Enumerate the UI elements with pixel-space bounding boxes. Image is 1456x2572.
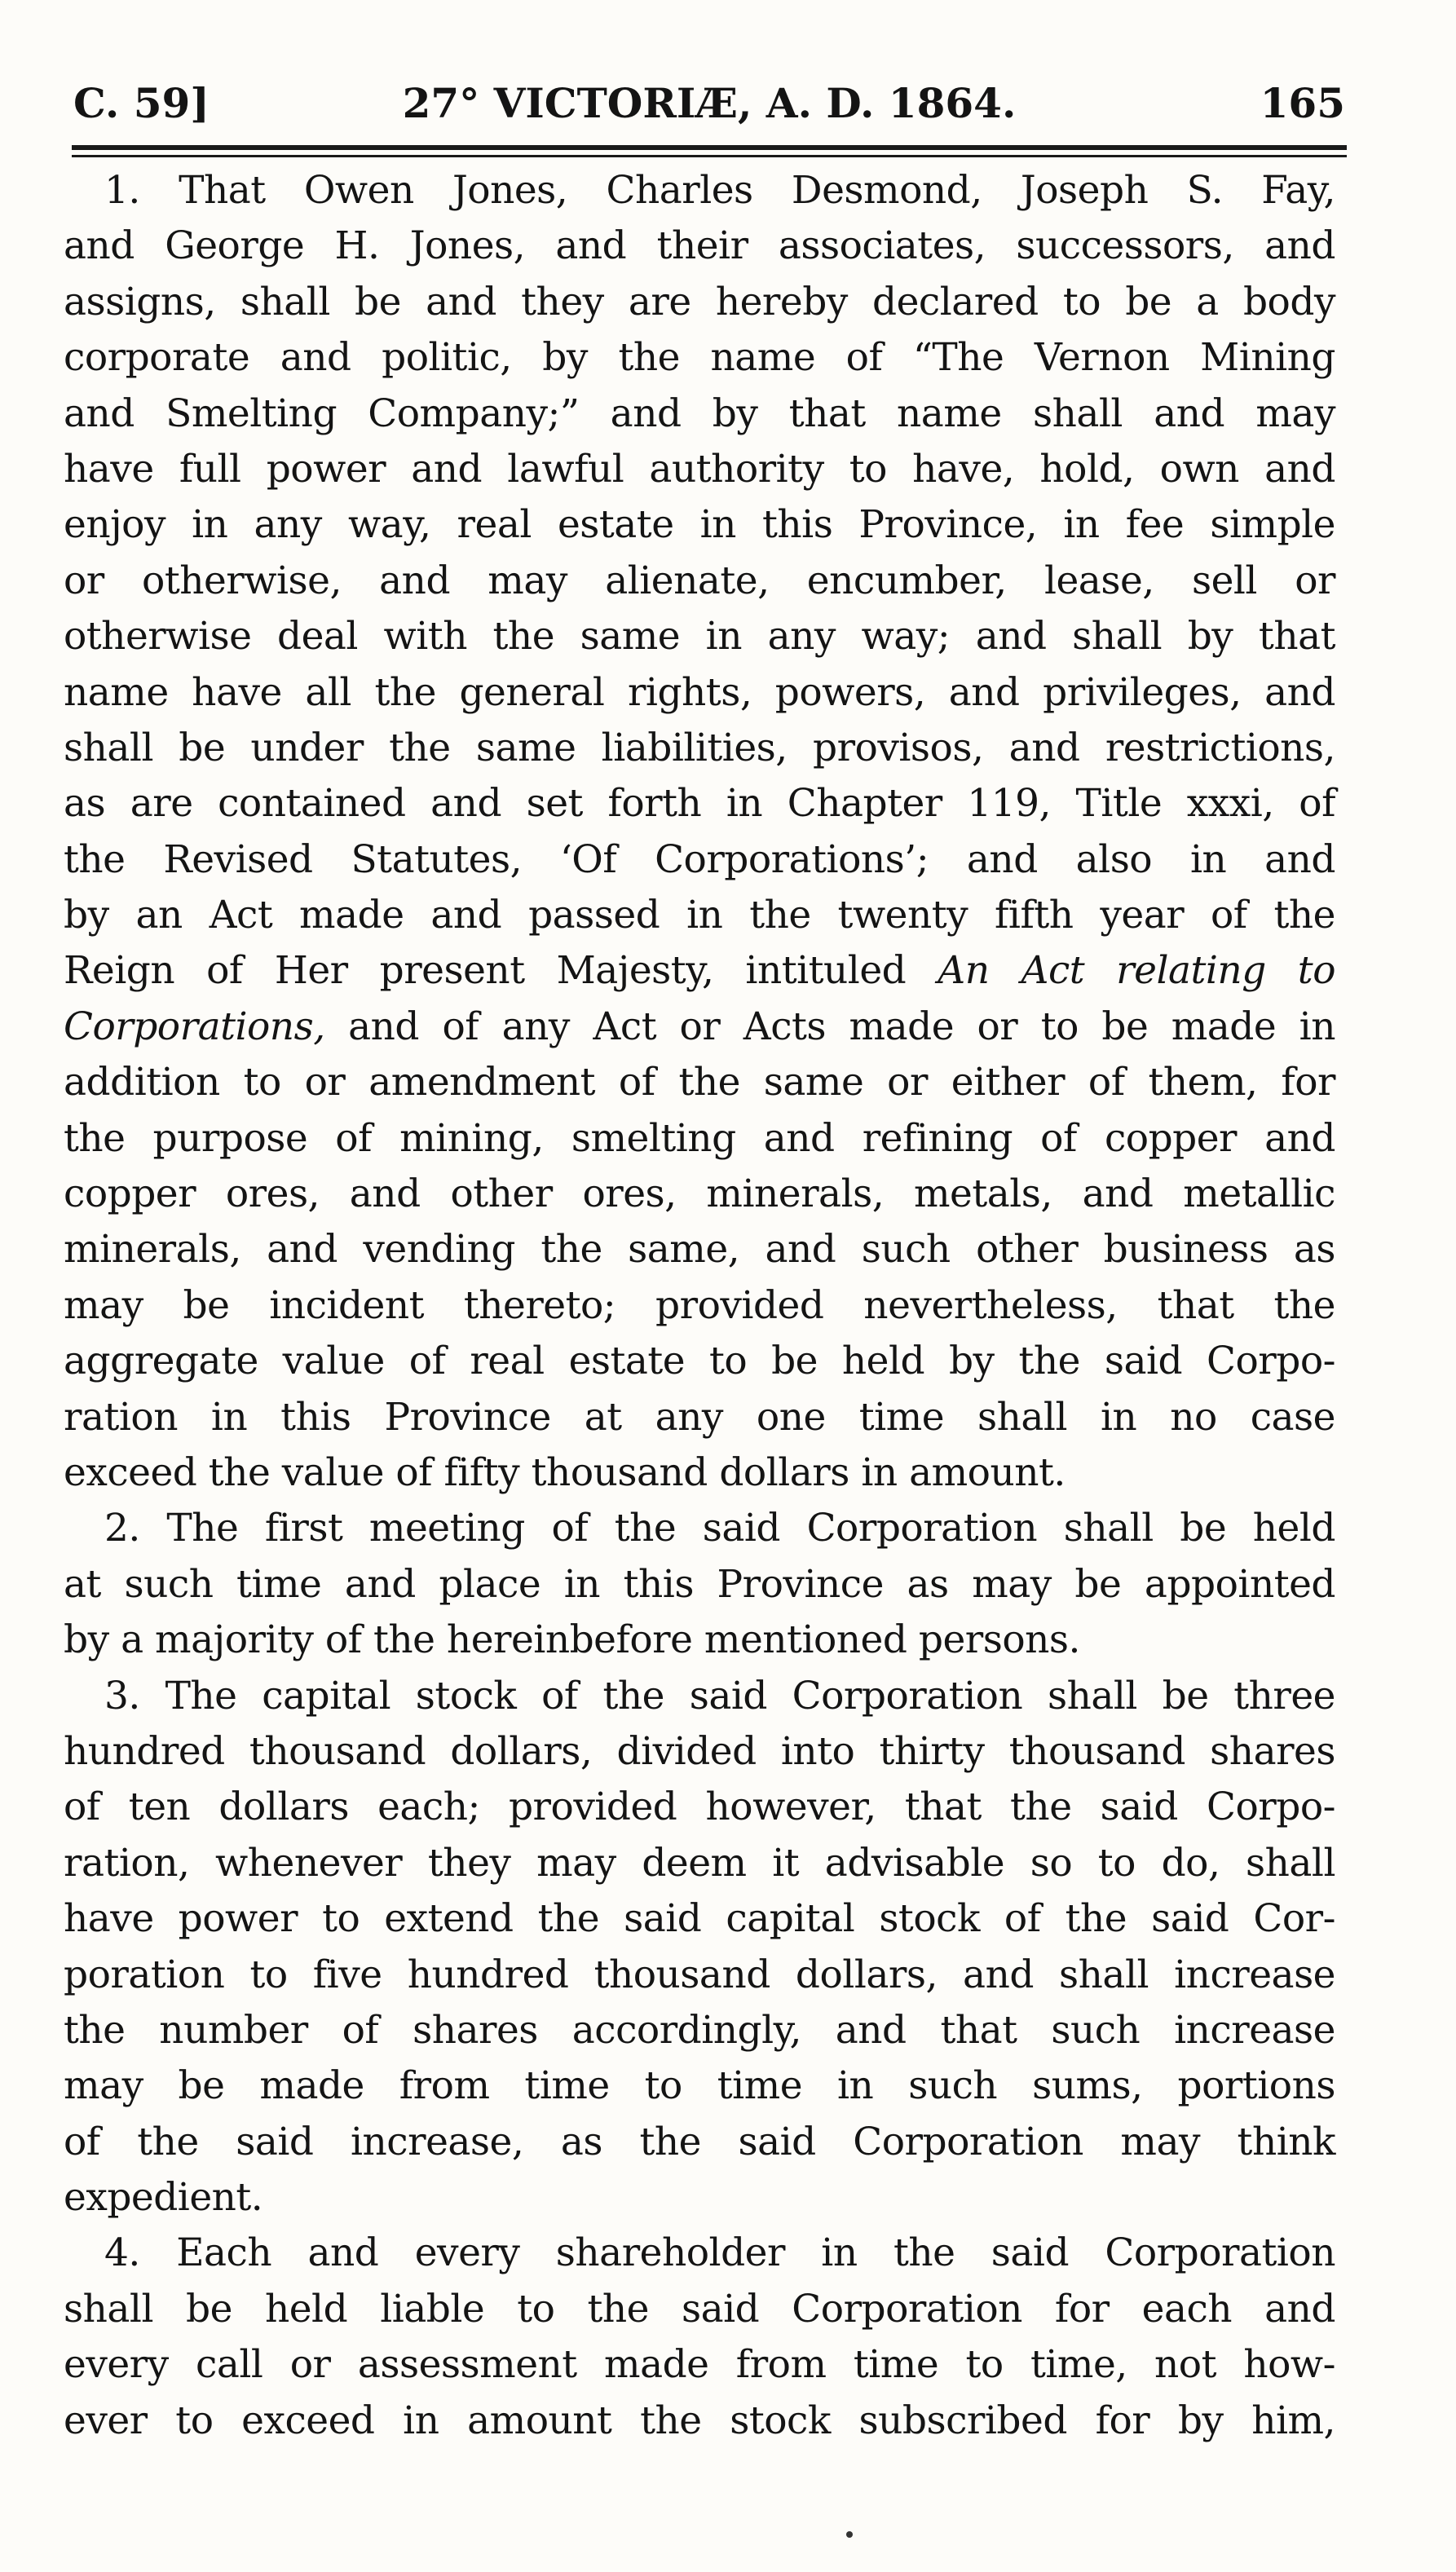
act-title-italic: An Act relating to — [938, 948, 1335, 994]
paragraph-3-line: may be made from time to time in such sums, portions — [64, 2063, 1335, 2109]
running-header — [73, 75, 1345, 132]
chapter-reference: C. 59] — [73, 79, 210, 127]
paragraph-3-line: poration to five hundred thousand dollars, and shall increase — [64, 1952, 1335, 1997]
section-number: 1. — [104, 168, 140, 213]
paragraph-1-line: and Smelting Company;” and by that name shall and may — [64, 390, 1335, 436]
paragraph-1-line: assigns, shall be and they are hereby declared to be a body — [64, 279, 1335, 324]
paragraph-1-line: otherwise deal with the same in any way; and shall by that — [64, 614, 1335, 660]
paragraph-4-line: shall be held liable to the said Corporation for each and — [64, 2286, 1335, 2332]
paragraph-1-line: 1. That Owen Jones, Charles Desmond, Joseph S. Fay, — [104, 168, 1335, 213]
paragraph-1-line: addition to or amendment of the same or either of them, for — [64, 1060, 1335, 1105]
paragraph-4-line: ever to exceed in amount the stock subscribed for by him, — [64, 2398, 1335, 2443]
paragraph-1-line: aggregate value of real estate to be held by the said Corpo- — [64, 1339, 1335, 1384]
header-rule-thick — [72, 145, 1347, 150]
section-number: 4. — [104, 2230, 140, 2276]
paragraph-1-line: by an Act made and passed in the twenty fifth year of the — [64, 893, 1335, 938]
paragraph-4-line: 4. Each and every shareholder in the said Corporation — [104, 2230, 1335, 2276]
paragraph-3-line: ration, whenever they may deem it advisable so to do, shall — [64, 1840, 1335, 1886]
paragraph-1-line: and George H. Jones, and their associates, successors, and — [64, 223, 1335, 269]
paragraph-3-line: of the said increase, as the said Corporation may think — [64, 2119, 1335, 2164]
paragraph-1-line: exceed the value of fifty thousand dollars in amount. — [64, 1449, 1066, 1495]
paragraph-2-line: by a majority of the hereinbefore mentioned persons. — [64, 1617, 1080, 1663]
act-title-italic: Corporations, — [64, 1004, 325, 1049]
statute-body — [64, 163, 1335, 2449]
paragraph-1-line: ration in this Province at any one time shall in no case — [64, 1394, 1335, 1440]
header-title: 27° VICTORIÆ, A. D. 1864. — [402, 79, 1017, 127]
paragraph-2-line: at such time and place in this Province as may be appointed — [64, 1561, 1335, 1607]
paragraph-1-line: Corporations, and of any Act or Acts made or to be made in — [64, 1004, 1335, 1049]
paragraph-1-line: corporate and politic, by the name of “The Vernon Mining — [64, 335, 1335, 381]
paragraph-3-line: of ten dollars each; provided however, that the said Corpo- — [64, 1785, 1335, 1830]
paragraph-3-line: the number of shares accordingly, and that such increase — [64, 2007, 1335, 2053]
paragraph-1-line: the purpose of mining, smelting and refining of copper and — [64, 1115, 1335, 1161]
paragraph-1-line: the Revised Statutes, ‘Of Corporations’; and also in and — [64, 836, 1335, 882]
paragraph-1-line: Reign of Her present Majesty, intituled An Act relating to — [64, 948, 1335, 994]
paragraph-1-line: may be incident thereto; provided nevertheless, that the — [64, 1282, 1335, 1328]
paragraph-1-line: enjoy in any way, real estate in this Province, in fee simple — [64, 502, 1335, 548]
paragraph-1-line: or otherwise, and may alienate, encumber, lease, sell or — [64, 558, 1335, 603]
section-number: 3. — [104, 1673, 140, 1718]
paragraph-1-line: shall be under the same liabilities, provisos, and restrictions, — [64, 725, 1335, 770]
section-number: 2. — [104, 1506, 140, 1551]
page-number: 165 — [1260, 79, 1345, 127]
paragraph-1-line: minerals, and vending the same, and such other business as — [64, 1227, 1335, 1273]
paragraph-1-line: copper ores, and other ores, minerals, metals, and metallic — [64, 1171, 1335, 1217]
paragraph-3-line: hundred thousand dollars, divided into thirty thousand shares — [64, 1728, 1335, 1774]
paragraph-1-line: name have all the general rights, powers, and privileges, and — [64, 669, 1335, 715]
print-mark — [846, 2531, 853, 2538]
header-rule-thin — [72, 155, 1347, 157]
paragraph-4-line: every call or assessment made from time to time, not how- — [64, 2342, 1335, 2388]
paragraph-3-line: expedient. — [64, 2175, 263, 2221]
paragraph-1-line: as are contained and set forth in Chapter 119, Title xxxi, of — [64, 781, 1335, 827]
paragraph-3-line: have power to extend the said capital stock of the said Cor- — [64, 1896, 1335, 1942]
paragraph-3-line: 3. The capital stock of the said Corporation shall be three — [104, 1673, 1335, 1718]
paragraph-1-line: have full power and lawful authority to have, hold, own and — [64, 446, 1335, 492]
paragraph-2-line: 2. The first meeting of the said Corporation shall be held — [104, 1506, 1335, 1551]
